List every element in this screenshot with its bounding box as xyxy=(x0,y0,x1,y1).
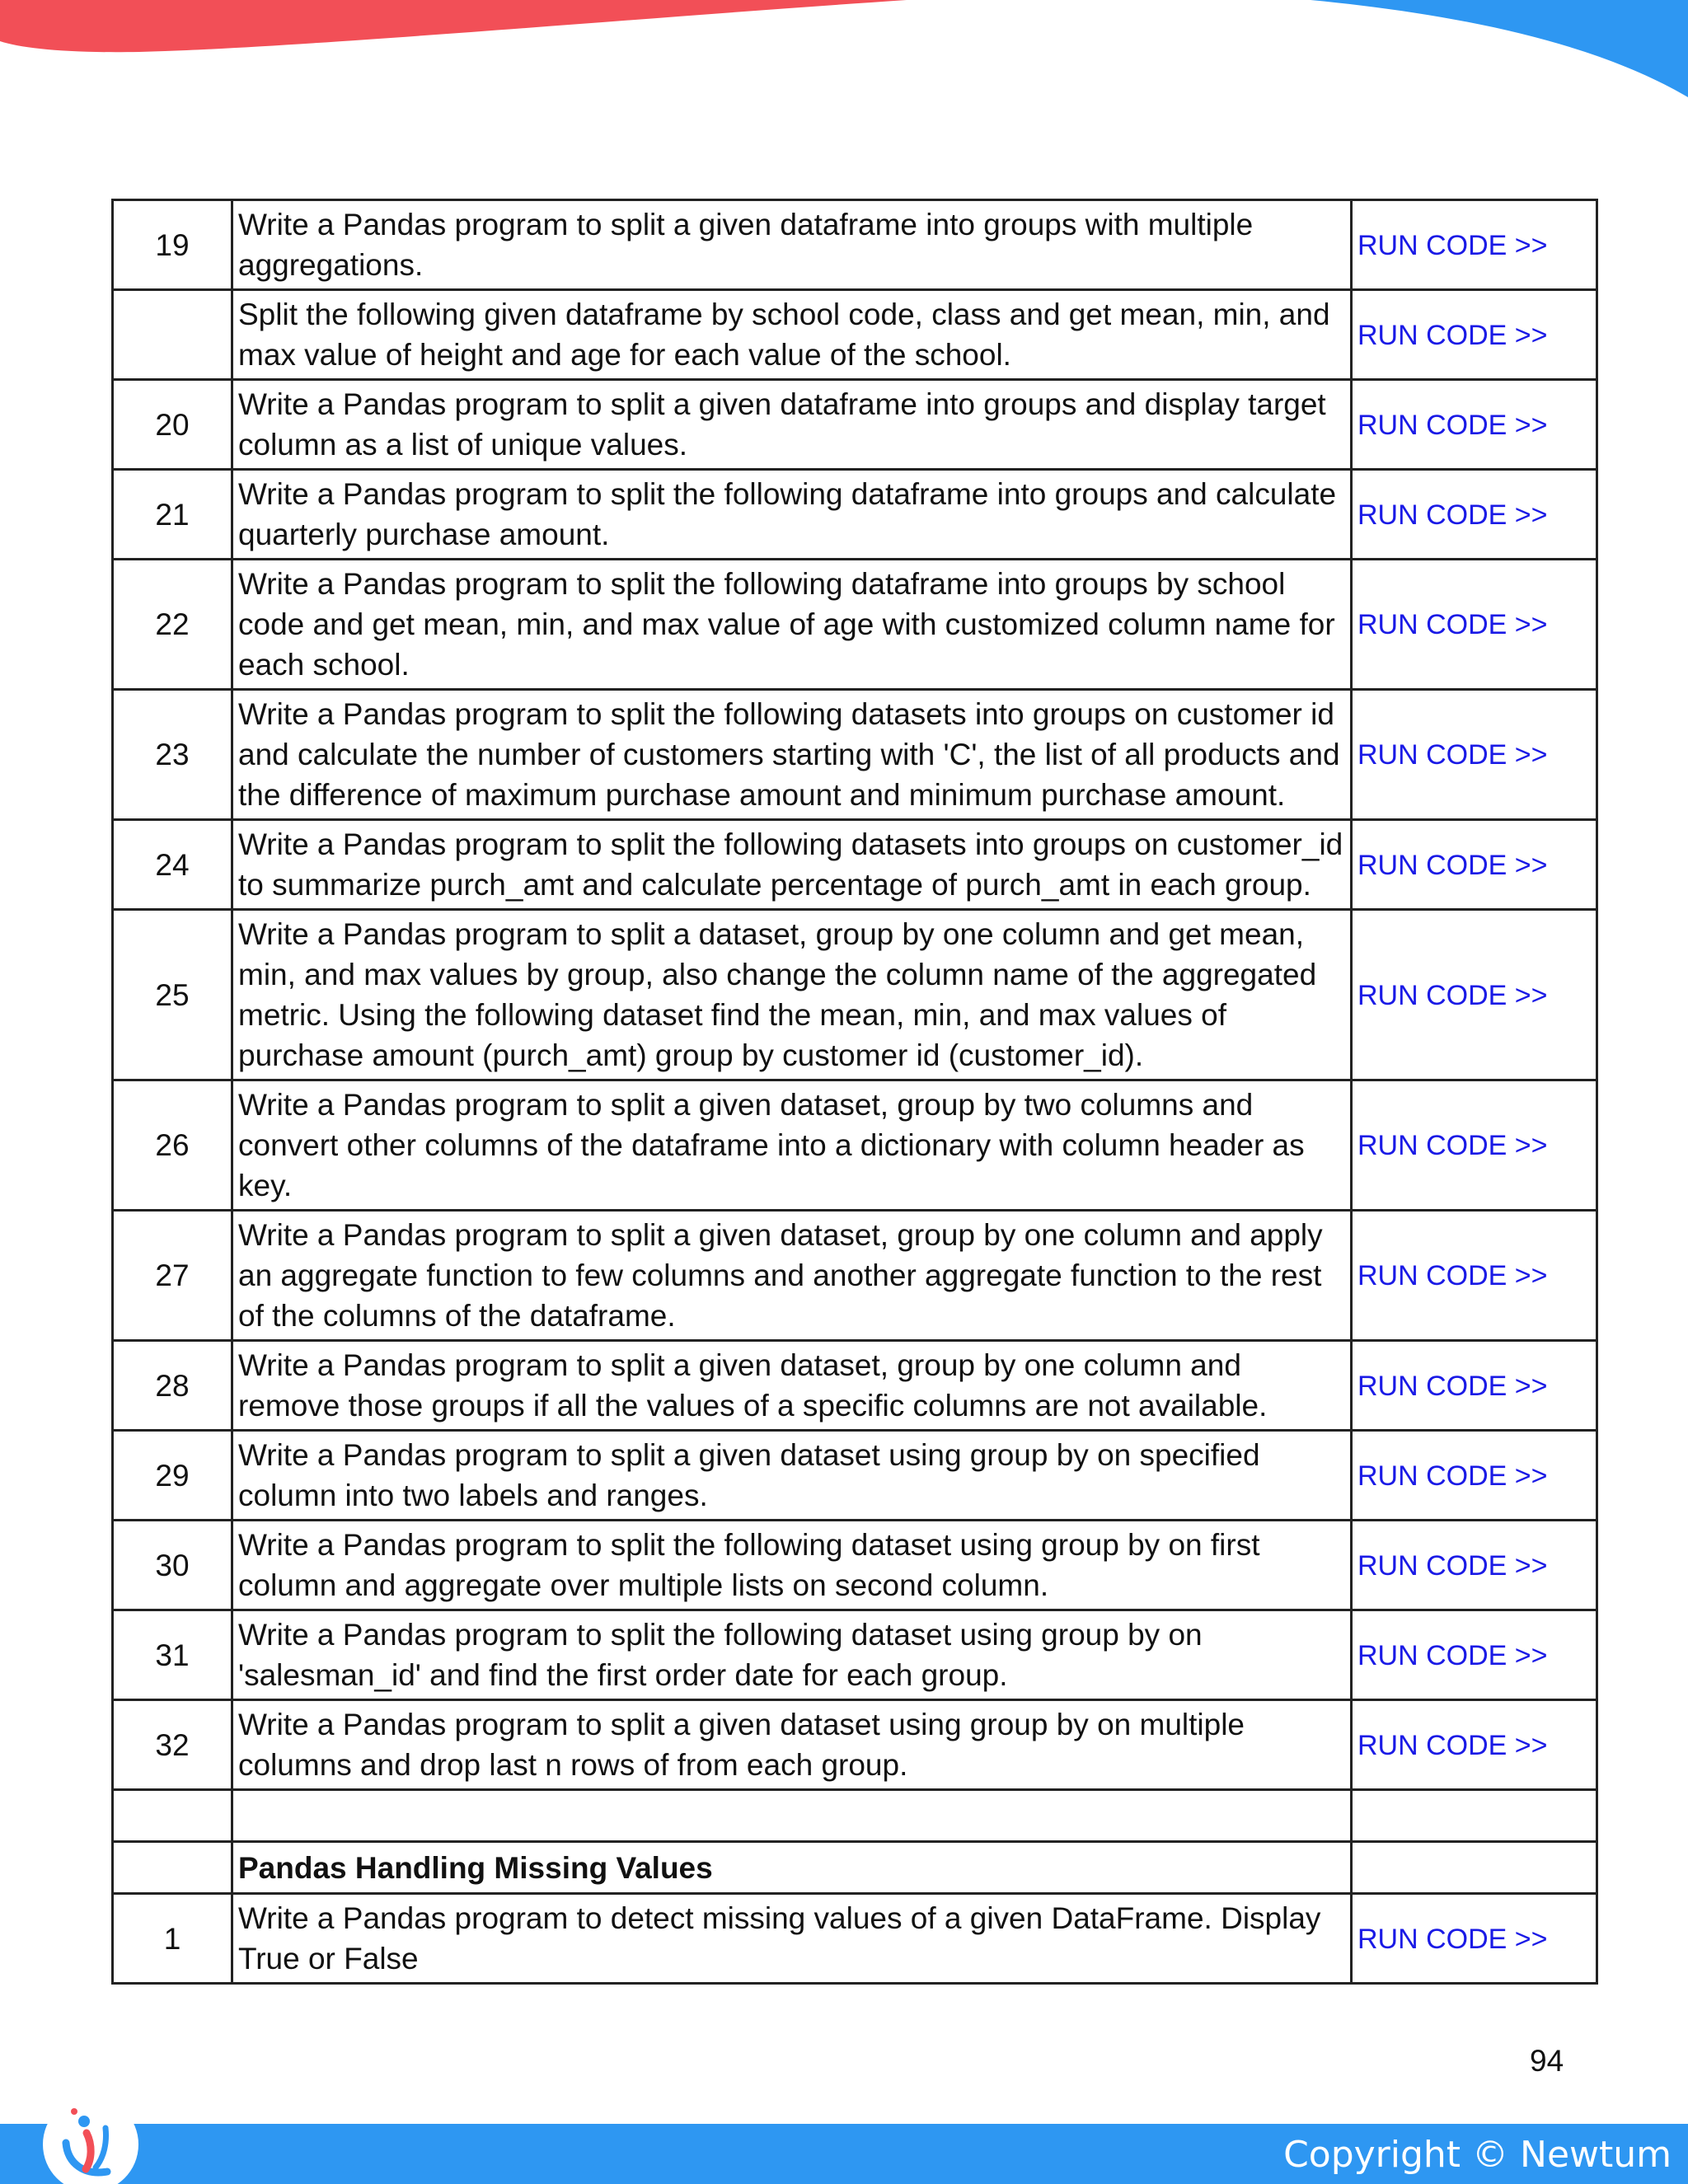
table-row xyxy=(113,290,1597,380)
run-code-cell xyxy=(1352,1700,1597,1790)
exercise-number: 24 xyxy=(113,820,232,910)
empty-cell xyxy=(232,1790,1352,1842)
table-row xyxy=(113,470,1597,560)
exercise-number: 21 xyxy=(113,470,232,560)
exercise-description: Write a Pandas program to split a given dataframe into groups and display target column as a list of unique values. xyxy=(232,380,1352,470)
exercise-description: Write a Pandas program to split the following dataset using group by on 'salesman_id' and find the first order date for each group. xyxy=(232,1610,1352,1700)
red-wave xyxy=(0,0,907,52)
run-code-link[interactable]: RUN CODE >> xyxy=(1357,1923,1548,1955)
run-code-link[interactable]: RUN CODE >> xyxy=(1357,979,1548,1011)
table-row xyxy=(113,820,1597,910)
empty-cell xyxy=(1352,1790,1597,1842)
table-row xyxy=(113,1080,1597,1211)
run-code-cell xyxy=(1352,910,1597,1080)
exercise-number: 1 xyxy=(113,1894,232,1984)
exercise-number: 30 xyxy=(113,1521,232,1610)
exercise-description: Write a Pandas program to split the following dataframe into groups by school code and get mean, min, and max value of age with customized column name for each school. xyxy=(232,560,1352,690)
run-code-cell xyxy=(1352,380,1597,470)
run-code-link[interactable]: RUN CODE >> xyxy=(1357,1460,1548,1492)
exercise-description: Write a Pandas program to split a given dataset using group by on multiple columns and drop last n rows of from each group. xyxy=(232,1700,1352,1790)
exercise-table-body xyxy=(113,200,1597,1984)
exercise-description: Write a Pandas program to split a dataset, group by one column and get mean, min, and max values by group, also change the column name of the aggregated metric. Using the following dataset find the mean, min, and max values of purchase amount (purch_amt) group by customer id (customer_id). xyxy=(232,910,1352,1080)
exercise-number: 19 xyxy=(113,200,232,290)
run-code-link[interactable]: RUN CODE >> xyxy=(1357,849,1548,881)
page-number: 94 xyxy=(1530,2044,1564,2078)
exercise-description: Write a Pandas program to split the following dataframe into groups and calculate quarterly purchase amount. xyxy=(232,470,1352,560)
table-row xyxy=(113,1521,1597,1610)
run-code-link[interactable]: RUN CODE >> xyxy=(1357,1370,1548,1402)
exercise-table xyxy=(111,199,1598,1985)
blue-wave xyxy=(1311,0,1688,97)
exercise-number: 22 xyxy=(113,560,232,690)
run-code-cell xyxy=(1352,1610,1597,1700)
exercise-number: 28 xyxy=(113,1341,232,1431)
exercise-description: Write a Pandas program to split the following datasets into groups on customer_id to summarize purch_amt and calculate percentage of purch_amt in each group. xyxy=(232,820,1352,910)
run-code-link[interactable]: RUN CODE >> xyxy=(1357,1639,1548,1671)
exercise-description: Write a Pandas program to split a given dataset using group by on specified column into two labels and ranges. xyxy=(232,1431,1352,1521)
run-code-link[interactable]: RUN CODE >> xyxy=(1357,1729,1548,1761)
exercise-description: Write a Pandas program to split a given dataframe into groups with multiple aggregations. xyxy=(232,200,1352,290)
table-row xyxy=(113,1341,1597,1431)
table-row xyxy=(113,690,1597,820)
exercise-number: 27 xyxy=(113,1211,232,1341)
run-code-cell xyxy=(1352,820,1597,910)
empty-cell xyxy=(113,1842,232,1894)
table-row xyxy=(113,1211,1597,1341)
run-code-link[interactable]: RUN CODE >> xyxy=(1357,739,1548,771)
table-row xyxy=(113,1431,1597,1521)
run-code-cell xyxy=(1352,690,1597,820)
run-code-cell xyxy=(1352,1341,1597,1431)
top-wave-decoration xyxy=(0,0,1688,107)
run-code-cell xyxy=(1352,560,1597,690)
run-code-link[interactable]: RUN CODE >> xyxy=(1357,1260,1548,1291)
run-code-cell xyxy=(1352,200,1597,290)
run-code-link[interactable]: RUN CODE >> xyxy=(1357,499,1548,531)
run-code-cell xyxy=(1352,1080,1597,1211)
section-heading: Pandas Handling Missing Values xyxy=(232,1842,1352,1894)
exercise-description: Write a Pandas program to split the following datasets into groups on customer id and calculate the number of customers starting with 'C', the list of all products and the difference of maximum purchase amount and minimum purchase amount. xyxy=(232,690,1352,820)
exercise-description: Write a Pandas program to split a given dataset, group by one column and apply an aggregate function to few columns and another aggregate function to the rest of the columns of the dataframe. xyxy=(232,1211,1352,1341)
table-row xyxy=(113,200,1597,290)
exercise-description: Write a Pandas program to detect missing values of a given DataFrame. Display True or False xyxy=(232,1894,1352,1984)
run-code-cell xyxy=(1352,1521,1597,1610)
run-code-link[interactable]: RUN CODE >> xyxy=(1357,609,1548,640)
table-row xyxy=(113,380,1597,470)
run-code-cell xyxy=(1352,1431,1597,1521)
run-code-link[interactable]: RUN CODE >> xyxy=(1357,409,1548,441)
exercise-number: 29 xyxy=(113,1431,232,1521)
run-code-link[interactable]: RUN CODE >> xyxy=(1357,1549,1548,1582)
exercise-number: 20 xyxy=(113,380,232,470)
run-code-cell xyxy=(1352,1211,1597,1341)
empty-cell xyxy=(113,1790,232,1842)
table-row xyxy=(113,1894,1597,1984)
table-row xyxy=(113,560,1597,690)
exercise-number: 32 xyxy=(113,1700,232,1790)
table-row xyxy=(113,910,1597,1080)
run-code-link[interactable]: RUN CODE >> xyxy=(1357,1130,1548,1161)
exercise-description: Split the following given dataframe by school code, class and get mean, min, and max value of height and age for each value of the school. xyxy=(232,290,1352,380)
empty-cell xyxy=(1352,1842,1597,1894)
copyright-text: Copyright © Newtum xyxy=(1283,2134,1672,2176)
section-heading-row xyxy=(113,1842,1597,1894)
run-code-link[interactable]: RUN CODE >> xyxy=(1357,229,1548,261)
exercise-number xyxy=(113,290,232,380)
newtum-logo-icon xyxy=(41,2093,140,2184)
run-code-cell xyxy=(1352,290,1597,380)
run-code-cell xyxy=(1352,1894,1597,1984)
exercise-number: 23 xyxy=(113,690,232,820)
table-row xyxy=(113,1700,1597,1790)
exercise-number: 26 xyxy=(113,1080,232,1211)
table-row xyxy=(113,1610,1597,1700)
run-code-cell xyxy=(1352,470,1597,560)
empty-row xyxy=(113,1790,1597,1842)
exercise-number: 25 xyxy=(113,910,232,1080)
exercise-description: Write a Pandas program to split the following dataset using group by on first column and aggregate over multiple lists on second column. xyxy=(232,1521,1352,1610)
run-code-link[interactable]: RUN CODE >> xyxy=(1357,319,1548,351)
exercise-description: Write a Pandas program to split a given dataset, group by one column and remove those groups if all the values of a specific columns are not available. xyxy=(232,1341,1352,1431)
exercise-number: 31 xyxy=(113,1610,232,1700)
exercise-description: Write a Pandas program to split a given dataset, group by two columns and convert other columns of the dataframe into a dictionary with column header as key. xyxy=(232,1080,1352,1211)
